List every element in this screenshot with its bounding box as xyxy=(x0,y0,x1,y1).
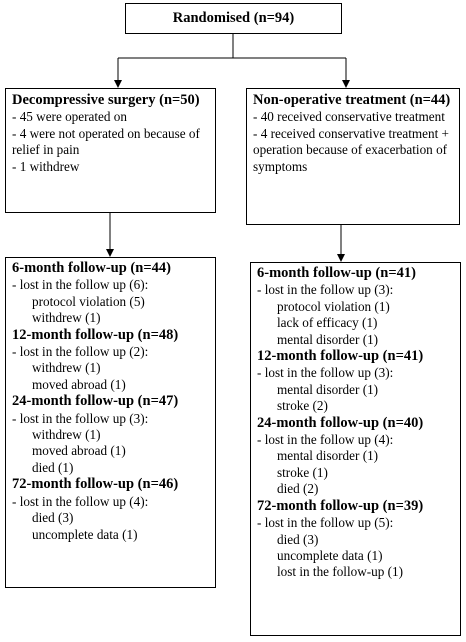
followup-reason: mental disorder (1) xyxy=(277,331,379,347)
followup-reason: stroke (2) xyxy=(277,398,328,414)
followup-reason: withdrew (1) xyxy=(32,310,101,326)
surgery-followup-box xyxy=(5,257,216,588)
followup-lost: - lost in the follow up (5): xyxy=(257,515,394,531)
followup-reason: protocol violation (1) xyxy=(277,298,390,314)
followup-reason: moved abroad (1) xyxy=(32,443,126,459)
followup-reason: moved abroad (1) xyxy=(32,376,126,392)
followup-reason: died (2) xyxy=(277,481,319,497)
followup-title: 72-month follow-up (n=39) xyxy=(257,497,424,514)
randomised-title: Randomised (n=94) xyxy=(172,10,295,26)
followup-reason: withdrew (1) xyxy=(32,360,101,376)
followup-reason: lack of efficacy (1) xyxy=(277,315,378,331)
followup-group xyxy=(12,393,215,476)
followup-reason: uncomplete data (1) xyxy=(277,547,383,563)
surgery-arm-line: - 1 withdrew xyxy=(12,159,80,175)
followup-lost: - lost in the follow up (3): xyxy=(257,282,394,298)
nonoperative-followup-box xyxy=(250,262,461,636)
nonoperative-arm-title: Non-operative treatment (n=44) xyxy=(253,92,451,108)
followup-reason: died (3) xyxy=(32,510,74,526)
followup-group xyxy=(12,327,215,394)
followup-lost: - lost in the follow up (2): xyxy=(12,344,149,360)
followup-group xyxy=(12,260,215,327)
followup-lost: - lost in the follow up (4): xyxy=(257,432,394,448)
followup-group xyxy=(257,265,460,348)
followup-reason: mental disorder (1) xyxy=(277,381,379,397)
followup-title: 72-month follow-up (n=46) xyxy=(12,476,179,493)
followup-reason: mental disorder (1) xyxy=(277,448,379,464)
nonoperative-arm-line: - 40 received conservative treatment xyxy=(253,108,445,124)
followup-reason: protocol violation (5) xyxy=(32,293,145,309)
followup-title: 6-month follow-up (n=44) xyxy=(12,260,171,276)
surgery-arm-line: - 4 were not operated on because of relief in pain xyxy=(12,125,200,158)
followup-reason: lost in the follow-up (1) xyxy=(277,564,403,580)
followup-title: 24-month follow-up (n=40) xyxy=(257,414,424,431)
nonoperative-arm-box xyxy=(246,88,460,225)
followup-title: 12-month follow-up (n=41) xyxy=(257,348,424,365)
nonoperative-arm-line: - 4 received conservative treatment + operation because of exacerbation of symptoms xyxy=(253,125,449,175)
followup-group xyxy=(257,348,460,415)
surgery-arm-line: - 45 were operated on xyxy=(12,108,127,124)
followup-group xyxy=(257,415,460,498)
followup-reason: died (1) xyxy=(32,459,74,475)
followup-reason: uncomplete data (1) xyxy=(32,526,138,542)
followup-lost: - lost in the follow up (4): xyxy=(12,493,149,509)
followup-group xyxy=(257,498,460,581)
randomised-box xyxy=(125,3,342,34)
followup-reason: withdrew (1) xyxy=(32,427,101,443)
followup-reason: died (3) xyxy=(277,531,319,547)
followup-reason: stroke (1) xyxy=(277,464,328,480)
followup-lost: - lost in the follow up (3): xyxy=(257,365,394,381)
followup-title: 6-month follow-up (n=41) xyxy=(257,265,416,281)
followup-lost: - lost in the follow up (3): xyxy=(12,410,149,426)
followup-group xyxy=(12,476,215,543)
surgery-arm-title: Decompressive surgery (n=50) xyxy=(12,92,200,108)
followup-lost: - lost in the follow up (6): xyxy=(12,277,149,293)
followup-title: 12-month follow-up (n=48) xyxy=(12,326,179,343)
surgery-arm-box xyxy=(5,88,216,213)
followup-title: 24-month follow-up (n=47) xyxy=(12,393,179,410)
